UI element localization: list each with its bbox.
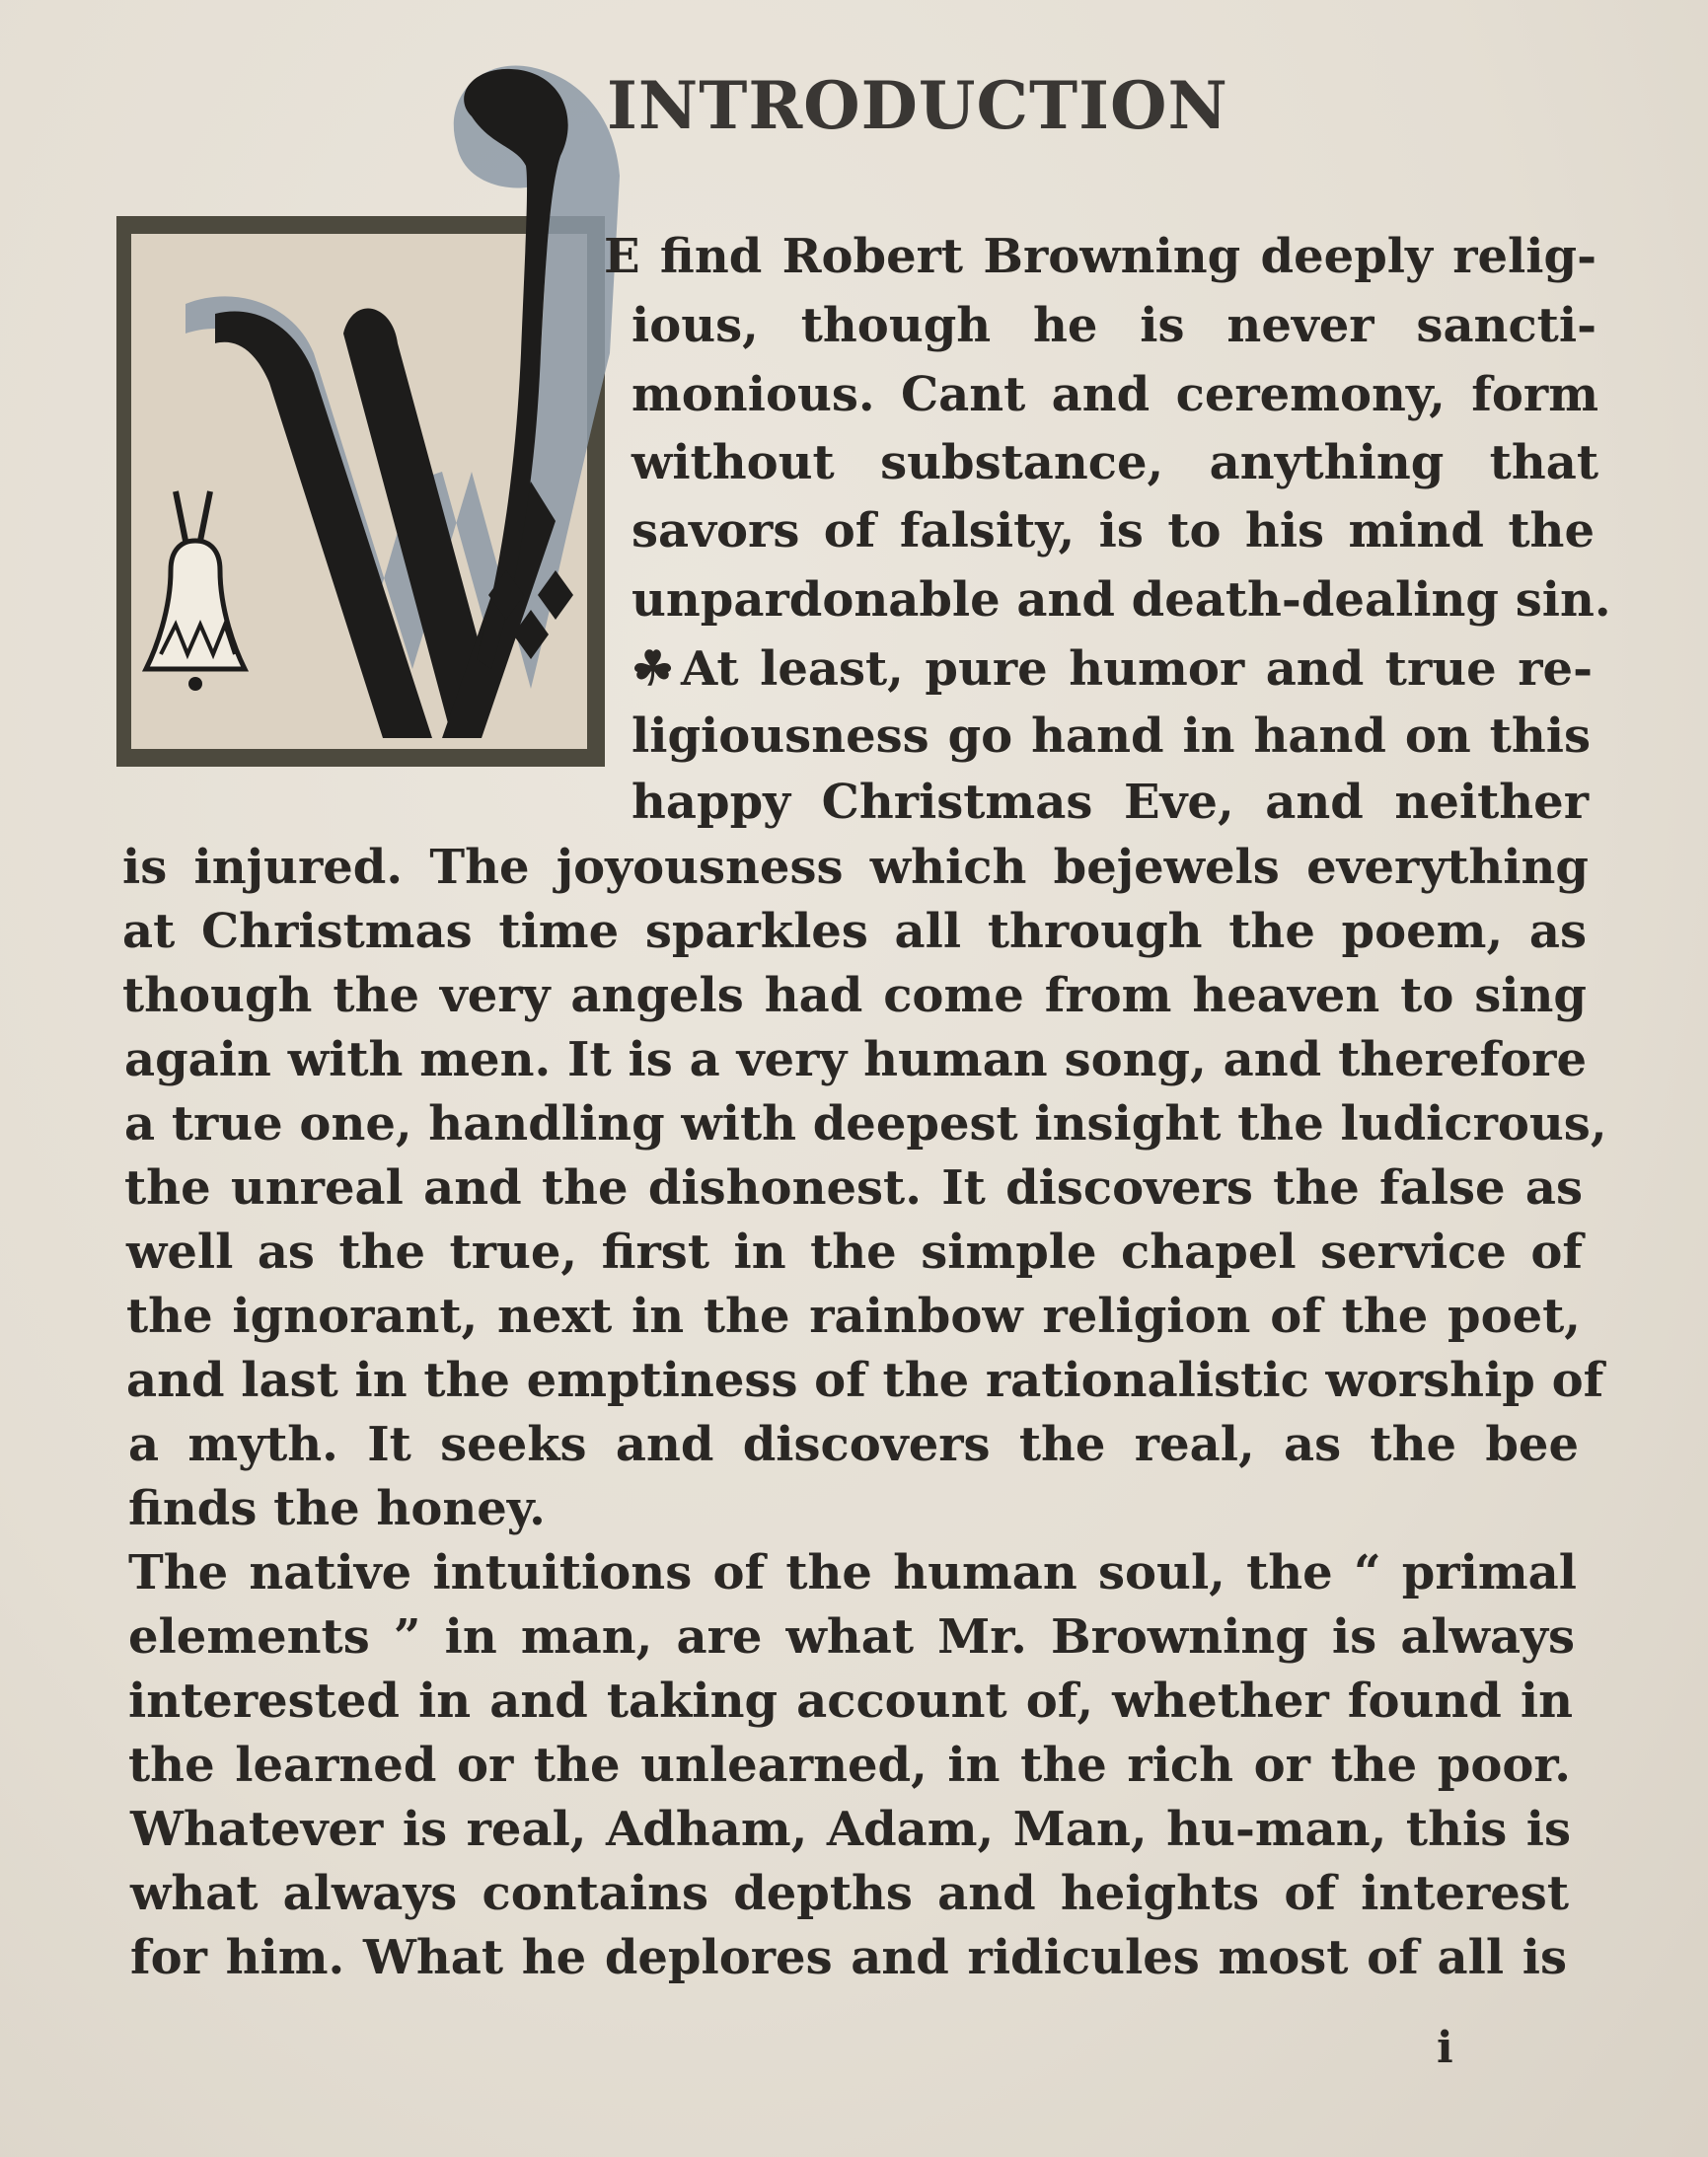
illuminated-initial-w	[116, 57, 630, 768]
text-line: finds the honey.	[128, 1481, 546, 1536]
page-number: i	[1437, 2023, 1453, 2073]
text-line: at Christmas time sparkles all through the poem, as	[122, 904, 1587, 959]
page-title: INTRODUCTION	[607, 67, 1228, 144]
text-line: though the very angels had come from heaven to sing	[122, 968, 1587, 1023]
text-line: the ignorant, next in the rainbow religion of the poet,	[126, 1289, 1581, 1344]
text-line: and last in the emptiness of the rationalistic worship of	[126, 1353, 1604, 1408]
text-line: again with men. It is a very human song, and therefore	[124, 1032, 1587, 1087]
text-line: is injured. The joyousness which bejewels everything	[122, 840, 1589, 895]
text-line: The native intuitions of the human soul, the “ primal	[128, 1545, 1577, 1600]
text-line: the unreal and the dishonest. It discovers the false as	[124, 1160, 1583, 1216]
text-line: happy Christmas Eve, and neither	[631, 775, 1589, 830]
text-line: monious. Cant and ceremony, form	[631, 367, 1598, 422]
text-line: well as the true, first in the simple chapel service of	[126, 1225, 1583, 1280]
text-line: savors of falsity, is to his mind the	[631, 503, 1595, 558]
text-line: a myth. It seeks and discovers the real, as the bee	[128, 1417, 1579, 1472]
text-line: ligiousness go hand in hand on this	[631, 708, 1591, 764]
text-line: what always contains depths and heights of interest	[130, 1866, 1569, 1921]
text-line: a true one, handling with deepest insight the ludicrous,	[124, 1096, 1607, 1152]
text-line: elements ” in man, are what Mr. Browning is always	[128, 1609, 1575, 1665]
text-line: Whatever is real, Adham, Adam, Man, hu-man, this is	[130, 1802, 1571, 1857]
text-line	[631, 641, 1593, 697]
text-line: the learned or the unlearned, in the rich or the poor.	[128, 1738, 1571, 1793]
text-line: for him. What he deplores and ridicules most of all is	[130, 1930, 1567, 1985]
shamrock-icon: ☘	[631, 641, 675, 697]
text-line-segment: At least, pure humor and true re-	[681, 641, 1593, 697]
text-line: unpardonable and death-dealing sin.	[631, 572, 1611, 628]
text-line: without substance, anything that	[631, 435, 1598, 490]
text-line: E find Robert Browning deeply relig-	[604, 229, 1597, 284]
text-line: interested in and taking account of, whether found in	[128, 1674, 1573, 1729]
text-line: ious, though he is never sancti-	[631, 298, 1597, 353]
